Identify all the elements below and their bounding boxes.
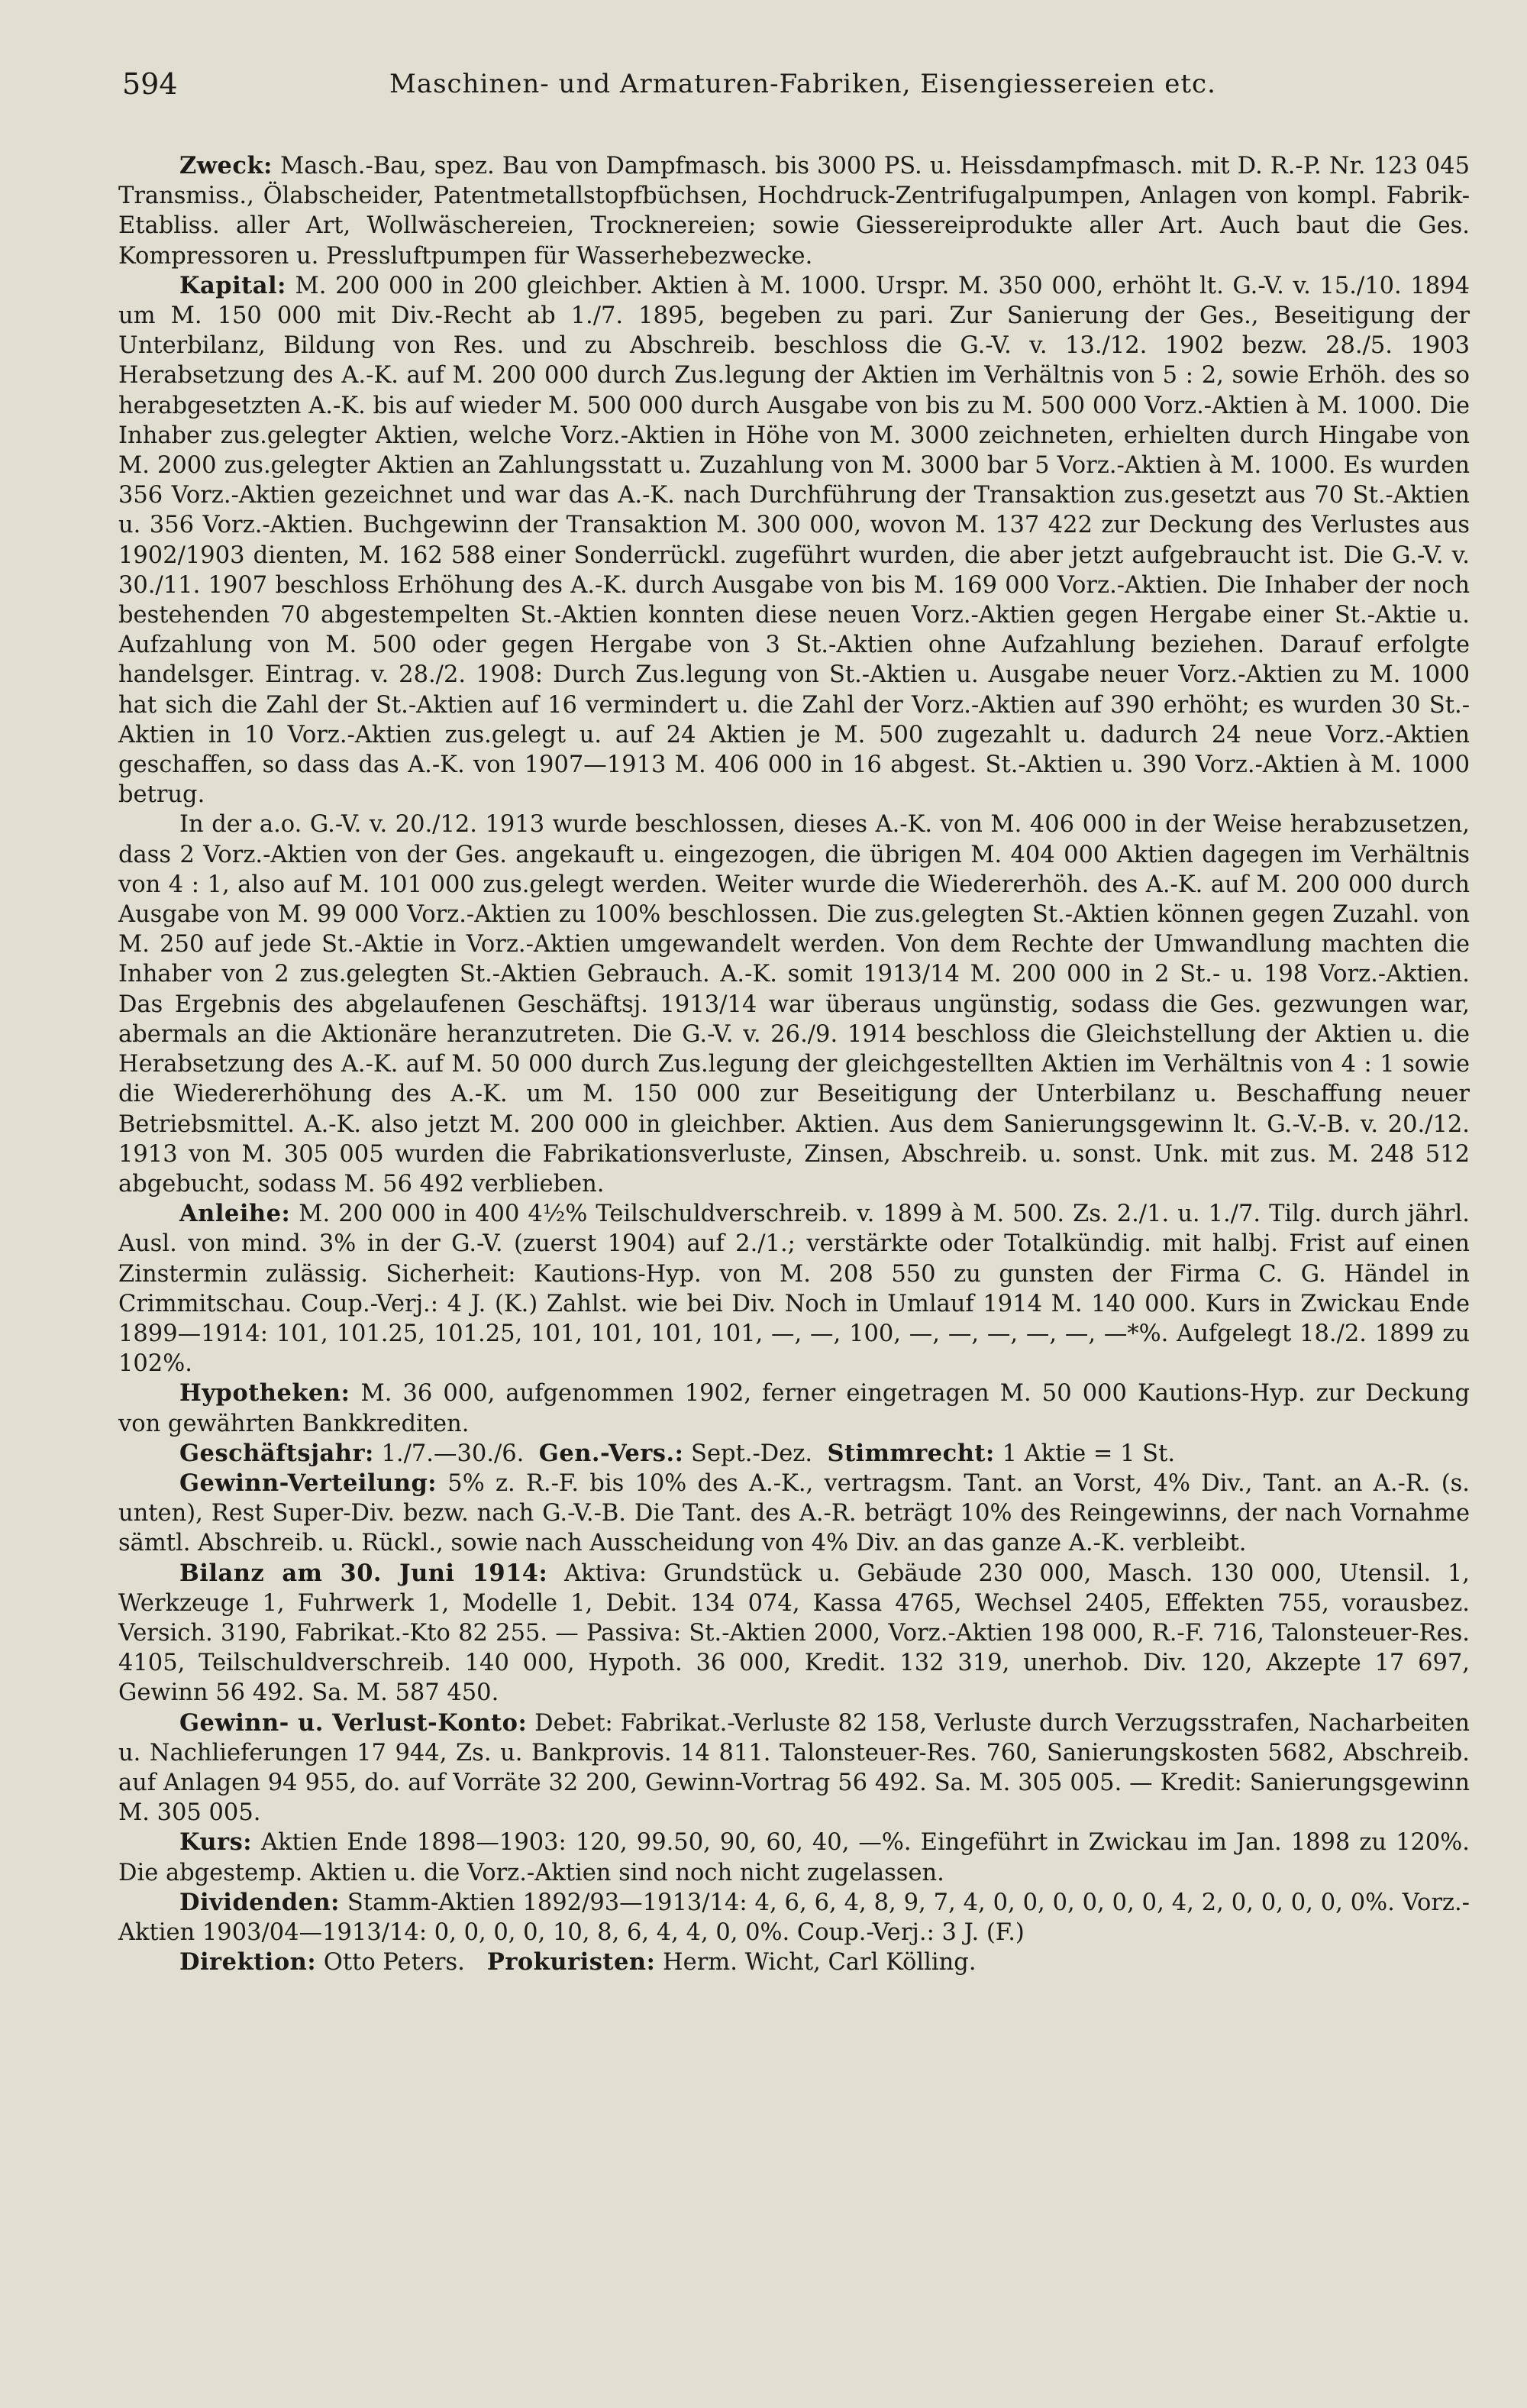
section-label: Stimmrecht: — [827, 1439, 995, 1467]
section-text: 5% z. R.-F. bis 10% des A.-K., vertragsm. Tant. an Vorst, 4% Div., Tant. an A.-R. (s. unten), Rest Super-Div. bezw. nach G.-V.-B. Die Tant. des A.-R. beträgt 10% des Reingewinns, der nach Vornahme sämtl. Abschreib. u. Rückl., sowie nach Ausscheidung von 4% Div. an das ganze A.-K. verbleibt. — [118, 1469, 1470, 1557]
section-text: Stamm-Aktien 1892/93—1913/14: 4, 6, 6, 4, 8, 9, 7, 4, 0, 0, 0, 0, 0, 0, 4, 2, 0, 0, 0, 0, 0%. Vorz.-Aktien 1903/04—1913/14: 0, 0, 0, 0, 10, 8, 6, 4, 4, 0, 0%. Coup.-Verj.: 3 J. (F.) — [118, 1889, 1470, 1946]
section-gewinn-verteilung — [118, 1469, 1470, 1559]
section-label: Gen.-Vers.: — [538, 1439, 684, 1467]
section-text: Sept.-Dez. — [691, 1440, 813, 1467]
section-label: Prokuristen: — [486, 1948, 656, 1976]
section-label: Bilanz am 30. Juni 1914: — [179, 1559, 548, 1587]
section-dividenden — [118, 1888, 1470, 1947]
section-gewinn-verlust — [118, 1708, 1470, 1828]
page-number: 594 — [122, 67, 178, 101]
section-geschaeftsjahr — [118, 1439, 1470, 1469]
section-kapital-continued — [118, 810, 1470, 1199]
section-text: Otto Peters. — [323, 1949, 465, 1976]
section-label: Zweck: — [179, 152, 273, 179]
section-text: 1 Aktie = 1 St. — [1002, 1440, 1176, 1467]
section-label: Direktion: — [179, 1948, 317, 1976]
section-text: Debet: Fabrikat.-Verluste 82 158, Verluste durch Verzugsstrafen, Nacharbeiten u. Nachlieferungen 17 944, Zs. u. Bankprovis. 14 811. Talonsteuer-Res. 760, Sanierungskosten 5682, Abschreib. auf Anlagen 94 955, do. auf Vorräte 32 200, Gewinn-Vortrag 56 492. Sa. M. 305 005. — Kredit: Sanierungsgewinn M. 305 005. — [118, 1709, 1470, 1827]
section-label: Hypotheken: — [179, 1379, 350, 1408]
section-text: M. 200 000 in 200 gleichber. Aktien à M. 1000. Urspr. M. 350 000, erhöht lt. G.-V. v. 15./10. 1894 um M. 150 000 mit Div.-Recht ab 1./7. 1895, begeben zu pari. Zur Sanierung der Ges., Beseitigung der Unterbilanz, Bildung von Res. und zu Abschreib. beschloss die G.-V. v. 13./12. 1902 bezw. 28./5. 1903 Herabsetzung des A.-K. auf M. 200 000 durch Zus.legung der Aktien im Verhältnis von 5 : 2, sowie Erhöh. des so herabgesetzten A.-K. bis auf wieder M. 500 000 durch Ausgabe von bis zu M. 500 000 Vorz.-Aktien à M. 1000. Die Inhaber zus.gelegter Aktien, welche Vorz.-Aktien in Höhe von M. 3000 zeichneten, erhielten durch Hingabe von M. 2000 zus.gelegter Aktien an Zahlungsstatt u. Zuzahlung von M. 3000 bar 5 Vorz.-Aktien à M. 1000. Es wurden 356 Vorz.-Aktien gezeichnet und war das A.-K. nach Durchführung der Transaktion zus.gesetzt aus 70 St.-Aktien u. 356 Vorz.-Aktien. Buchgewinn der Transaktion M. 300 000, wovon M. 137 422 zur Deckung des Verlustes aus 1902/1903 dienten, M. 162 588 einer Sonderrückl. zugeführt wurden, die aber jetzt aufgebraucht ist. Die G.-V. v. 30./11. 1907 beschloss Erhöhung des A.-K. durch Ausgabe von bis M. 169 000 Vorz.-Aktien. Die Inhaber der noch bestehenden 70 abgestempelten St.-Aktien konnten diese neuen Vorz.-Aktien gegen Hergabe einer St.-Aktie u. Aufzahlung von M. 500 oder gegen Hergabe von 3 St.-Aktien ohne Aufzahlung beziehen. Darauf erfolgte handelsger. Eintrag. v. 28./2. 1908: Durch Zus.legung von St.-Aktien u. Ausgabe neuer Vorz.-Aktien zu M. 1000 hat sich die Zahl der St.-Aktien auf 16 vermindert u. die Zahl der Vorz.-Aktien auf 390 erhöht; es wurden 30 St.-Aktien in 10 Vorz.-Aktien zus.gelegt u. auf 24 Aktien je M. 500 zugezahlt u. dadurch 24 neue Vorz.-Aktien geschaffen, so dass das A.-K. von 1907—1913 M. 406 000 in 16 abgest. St.-Aktien u. 390 Vorz.-Aktien à M. 1000 betrug. — [118, 272, 1470, 809]
section-text: Herm. Wicht, Carl Kölling. — [663, 1949, 977, 1976]
section-text: M. 36 000, aufgenommen 1902, ferner eingetragen M. 50 000 Kautions-Hyp. zur Deckung von gewährten Bankkrediten. — [118, 1380, 1470, 1437]
section-label: Gewinn- u. Verlust-Konto: — [179, 1708, 528, 1737]
section-label: Kurs: — [179, 1828, 253, 1857]
section-kurs — [118, 1828, 1470, 1887]
section-text: M. 200 000 in 400 4½% Teilschuldverschreib. v. 1899 à M. 500. Zs. 2./1. u. 1./7. Tilg. durch jährl. Ausl. von mind. 3% in der G.-V. (zuerst 1904) auf 2./1.; verstärkte oder Totalkündig. mit halbj. Frist auf einen Zinstermin zulässig. Sicherheit: Kautions-Hyp. von M. 208 550 zu gunsten der Firma C. G. Händel in Crimmitschau. Coup.-Verj.: 4 J. (K.) Zahlst. wie bei Div. Noch in Umlauf 1914 M. 140 000. Kurs in Zwickau Ende 1899—1914: 101, 101.25, 101.25, 101, 101, 101, 101, —, —, 100, —, —, —, —, —, —*%. Aufgelegt 18./2. 1899 zu 102%. — [118, 1201, 1470, 1378]
section-text: In der a.o. G.-V. v. 20./12. 1913 wurde beschlossen, dieses A.-K. von M. 406 000 in der Weise herabzusetzen, dass 2 Vorz.-Aktien von der Ges. angekauft u. eingezogen, die übrigen M. 404 000 Aktien dagegen im Verhältnis von 4 : 1, also auf M. 101 000 zus.gelegt werden. Weiter wurde die Wiedererhöh. des A.-K. auf M. 200 000 durch Ausgabe von M. 99 000 Vorz.-Aktien zu 100% beschlossen. Die zus.gelegten St.-Aktien können gegen Zuzahl. von M. 250 auf jede St.-Aktie in Vorz.-Aktien umgewandelt werden. Von dem Rechte der Umwandlung machten die Inhaber von 2 zus.gelegten St.-Aktien Gebrauch. A.-K. somit 1913/14 M. 200 000 in 2 St.- u. 198 Vorz.-Aktien. Das Ergebnis des abgelaufenen Geschäftsj. 1913/14 war überaus ungünstig, sodass die Ges. gezwungen war, abermals an die Aktionäre heranzutreten. Die G.-V. v. 26./9. 1914 beschloss die Gleichstellung der Aktien u. die Herabsetzung des A.-K. auf M. 50 000 durch Zus.legung der gleichgestellten Aktien im Verhältnis von 4 : 1 sowie die Wiedererhöhung des A.-K. um M. 150 000 zur Beseitigung der Unterbilanz u. Beschaffung neuer Betriebsmittel. A.-K. also jetzt M. 200 000 in gleichber. Aktien. Aus dem Sanierungsgewinn lt. G.-V.-B. v. 20./12. 1913 von M. 305 005 wurden die Fabrikationsverluste, Zinsen, Abschreib. u. sonst. Unk. mit zus. M. 248 512 abgebucht, sodass M. 56 492 verblieben. — [118, 811, 1470, 1198]
running-title: Maschinen- und Armaturen-Fabriken, Eisengiessereien etc. — [389, 69, 1216, 99]
section-label: Anleihe: — [179, 1200, 291, 1228]
section-anleihe — [118, 1199, 1470, 1379]
section-label: Kapital: — [179, 271, 286, 299]
section-label: Geschäftsjahr: — [179, 1439, 374, 1467]
section-text: Masch.-Bau, spez. Bau von Dampfmasch. bis 3000 PS. u. Heissdampfmasch. mit D. R.-P. Nr. 123 045 Transmiss., Ölabscheider, Patentmetallstopfbüchsen, Hochdruck-Zentrifugalpumpen, Anlagen von kompl. Fabrik-Etabliss. aller Art, Wollwäschereien, Trocknereien; sowie Giessereiprodukte aller Art. Auch baut die Ges. Kompressoren u. Pressluftpumpen für Wasserhebezwecke. — [118, 153, 1470, 270]
section-kapital — [118, 271, 1470, 810]
section-text: 1./7.—30./6. — [381, 1440, 525, 1467]
section-label: Gewinn-Verteilung: — [179, 1469, 437, 1497]
section-text: Aktiva: Grundstück u. Gebäude 230 000, Masch. 130 000, Utensil. 1, Werkzeuge 1, Fuhrwerk 1, Modelle 1, Debit. 134 074, Kassa 4765, Wechsel 2405, Effekten 755, vorausbez. Versich. 3190, Fabrikat.-Kto 82 255. — Passiva: St.-Aktien 2000, Vorz.-Aktien 198 000, R.-F. 716, Talonsteuer-Res. 4105, Teilschuldverschreib. 140 000, Hypoth. 36 000, Kredit. 132 319, unerhob. Div. 120, Akzepte 17 697, Gewinn 56 492. Sa. M. 587 450. — [118, 1560, 1470, 1707]
page-header — [122, 67, 1481, 113]
section-direktion — [118, 1947, 1470, 1977]
section-label: Dividenden: — [179, 1888, 340, 1916]
section-text: Aktien Ende 1898—1903: 120, 99.50, 90, 60, 40, —%. Eingeführt in Zwickau im Jan. 1898 zu 120%. Die abgestemp. Aktien u. die Vorz.-Aktien sind noch nicht zugelassen. — [118, 1829, 1470, 1886]
section-zweck — [118, 151, 1470, 271]
document-body — [118, 151, 1470, 1977]
section-bilanz — [118, 1559, 1470, 1708]
section-hypotheken — [118, 1379, 1470, 1438]
